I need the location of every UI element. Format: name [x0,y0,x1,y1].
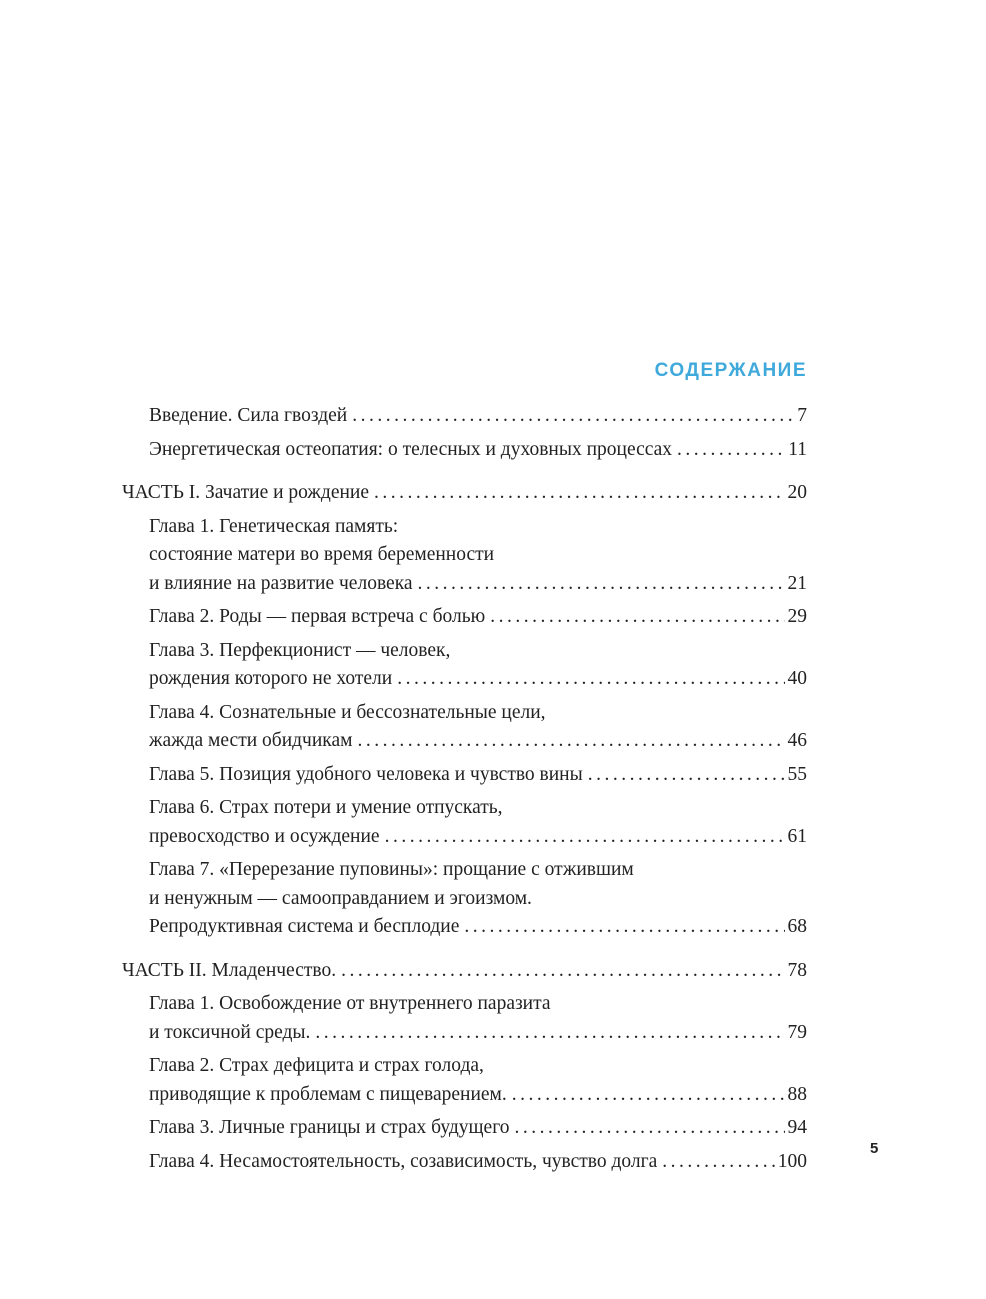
toc-entry-text: Глава 1. Генетическая память: [149,515,399,537]
toc-entry-line [149,1148,807,1177]
dot-leader [662,1148,774,1177]
toc-entry-text: Глава 5. Позиция удобного человека и чувство вины [149,763,583,785]
page-number: 5 [870,1140,879,1157]
toc-chapter-entry [149,637,807,694]
toc-entry-line [149,885,807,914]
toc-entry-line [149,665,807,694]
toc-entry-line [149,823,807,852]
toc-chapter-entry [149,856,807,942]
toc-entry-line [149,402,807,431]
toc-entry-text: Репродуктивная система и бесплодие [149,916,460,937]
dot-leader [315,1019,784,1048]
toc-chapter-entry [149,699,807,756]
toc-entry-page-number: 78 [787,959,807,981]
toc-entry-line [122,479,807,508]
toc-entry-text: и влияние на развитие человека [149,572,413,594]
toc-chapter-entry [149,513,807,599]
toc-entry-page-number: 29 [787,606,807,627]
toc-entry-text: жажда мести обидчикам [149,730,353,751]
toc-chapter-entry [149,603,807,632]
toc-chapter-entry [149,1148,807,1177]
toc-entry-line [149,913,807,942]
toc-entry-text: Глава 4. Несамостоятельность, созависимость, чувство долга [149,1150,658,1172]
toc-list [122,402,807,1176]
toc-entry-page-number: 94 [787,1117,807,1138]
toc-entry-text: Глава 3. Перфекционист — человек, [149,639,451,661]
dot-leader [490,603,784,632]
toc-entry-line [149,990,807,1019]
toc-entry-line [122,957,807,986]
toc-entry-text: ЧАСТЬ II. Младенчество. [122,959,337,981]
toc-entry-text: Введение. Сила гвоздей [149,405,348,426]
dot-leader [341,957,784,986]
toc-entry-text: состояние матери во время беременности [149,544,495,565]
toc-entry-line [149,570,807,599]
toc-entry-text: приводящие к проблемам с пищеварением. [149,1083,507,1105]
toc-chapter-entry [149,1052,807,1109]
toc-entry-line [149,637,807,666]
toc-chapter-entry [149,794,807,851]
toc-chapter-entry [149,1114,807,1143]
toc-entry-text: Глава 1. Освобождение от внутреннего паразита [149,993,551,1014]
toc-entry-line [149,1081,807,1110]
dot-leader [374,479,784,508]
dot-leader [677,436,785,465]
toc-entry-page-number: 40 [787,668,807,689]
dot-leader [514,1114,784,1143]
toc-entry-page-number: 88 [787,1083,807,1105]
toc-entry-page-number: 21 [787,572,807,594]
toc-entry-line [149,856,807,885]
toc-chapter-entry [149,436,807,465]
toc-entry-page-number: 61 [787,825,807,847]
toc-entry-text: и ненужным — самооправданием и эгоизмом. [149,887,532,909]
toc-chapter-entry [149,402,807,431]
toc-entry-page-number: 11 [788,438,807,460]
toc-entry-text: Глава 2. Роды — первая встреча с болью [149,606,486,627]
toc-entry-text: превосходство и осуждение [149,825,380,847]
toc-entry-text: Глава 2. Страх дефицита и страх голода, [149,1055,484,1076]
toc-entry-page-number: 46 [787,730,807,751]
toc-entry-page-number: 55 [787,763,807,785]
dot-leader [357,727,784,756]
toc-entry-text: рождения которого не хотели [149,668,393,689]
toc-entry-page-number: 7 [797,405,807,426]
dot-leader [352,402,794,431]
dot-leader [418,570,785,599]
toc-entry-line [149,1052,807,1081]
toc-entry-text: Глава 7. «Перерезание пуповины»: прощание с отжившим [149,859,634,880]
toc-entry-page-number: 20 [787,482,807,503]
toc-part-entry [122,479,807,508]
toc-entry-text: Энергетическая остеопатия: о телесных и духовных процессах [149,438,673,460]
toc-entry-text: ЧАСТЬ I. Зачатие и рождение [122,482,370,503]
toc-entry-page-number: 68 [787,916,807,937]
dot-leader [385,823,785,852]
toc-entry-line [149,603,807,632]
toc-entry-page-number: 79 [787,1021,807,1043]
dot-leader [397,665,784,694]
toc-entry-line [149,1019,807,1048]
toc-entry-line [149,513,807,542]
dot-leader [512,1081,785,1110]
toc-entry-text: и токсичной среды. [149,1021,311,1043]
toc-entry-page-number: 100 [777,1150,807,1172]
toc-entry-text: Глава 3. Личные границы и страх будущего [149,1117,510,1138]
toc-entry-line [149,794,807,823]
toc-part-entry [122,957,807,986]
toc-entry-line [149,1114,807,1143]
toc-entry-line [149,699,807,728]
toc-entry-line [149,436,807,465]
toc-chapter-entry [149,990,807,1047]
toc-entry-text: Глава 6. Страх потери и умение отпускать, [149,797,503,818]
toc-entry-text: Глава 4. Сознательные и бессознательные цели, [149,701,546,723]
toc-entry-line [149,761,807,790]
dot-leader [588,761,785,790]
toc-chapter-entry [149,761,807,790]
toc-entry-line [149,541,807,570]
dot-leader [464,913,784,942]
toc-container [122,360,807,1176]
toc-heading: СОДЕРЖАНИЕ [654,360,807,381]
toc-entry-line [149,727,807,756]
